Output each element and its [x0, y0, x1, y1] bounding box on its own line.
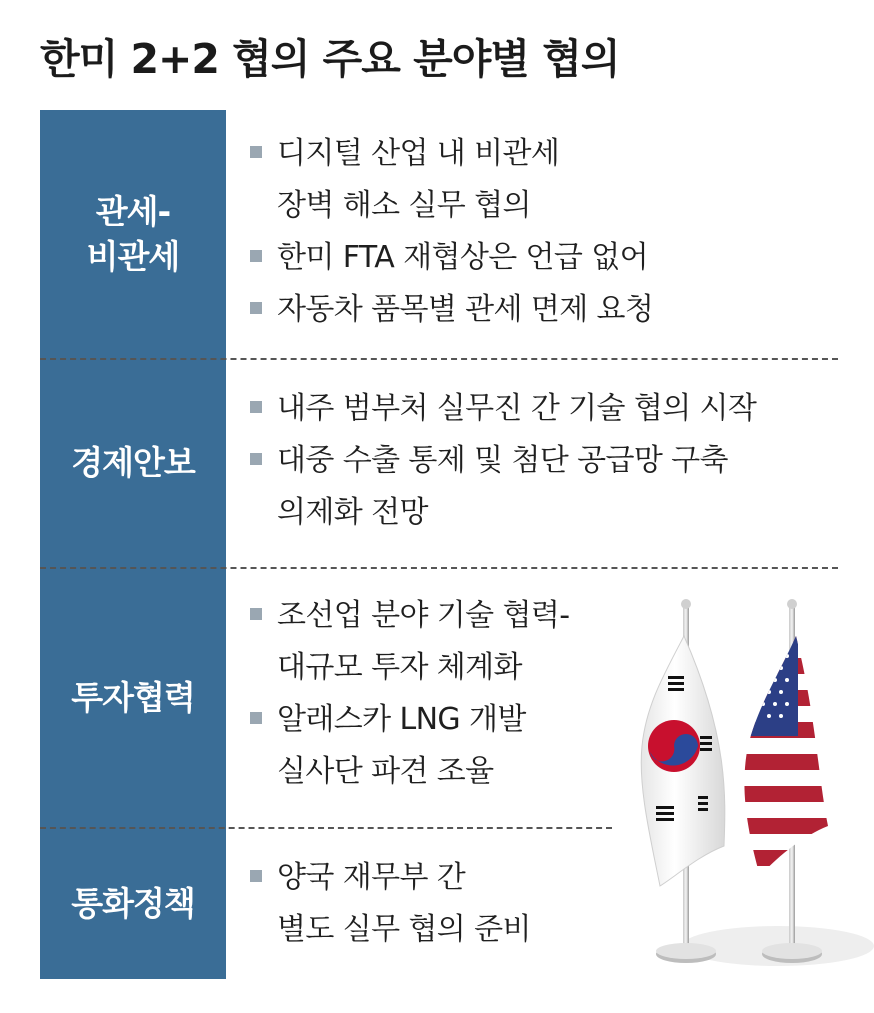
section-items-investment	[250, 590, 630, 798]
category-investment	[40, 569, 226, 827]
section-items-monetary-policy	[250, 852, 610, 956]
square-bullet-icon	[250, 302, 262, 314]
list-item: 대중 수출 통제 및 첨단 공급망 구축 의제화 전망	[250, 435, 850, 539]
list-item: 자동차 품목별 관세 면제 요청	[250, 284, 850, 336]
category-label-line: 경제안보	[71, 443, 195, 483]
square-bullet-icon	[250, 250, 262, 262]
list-item: 내주 범부처 실무진 간 기술 협의 시작	[250, 383, 850, 435]
korea-usa-flags-icon	[628, 596, 874, 981]
square-bullet-icon	[250, 712, 262, 724]
square-bullet-icon	[250, 401, 262, 413]
category-label-line: 관세-	[95, 192, 171, 232]
list-item: 조선업 분야 기술 협력- 대규모 투자 체계화	[250, 590, 630, 694]
section-items-tariff	[250, 128, 850, 336]
square-bullet-icon	[250, 870, 262, 882]
section-items-economic-security	[250, 383, 850, 539]
square-bullet-icon	[250, 608, 262, 620]
list-item: 한미 FTA 재협상은 언급 없어	[250, 232, 850, 284]
category-label-line: 투자협력	[71, 677, 195, 717]
square-bullet-icon	[250, 453, 262, 465]
list-item: 알래스카 LNG 개발 실사단 파견 조율	[250, 694, 630, 798]
list-item: 디지털 산업 내 비관세 장벽 해소 실무 협의	[250, 128, 850, 232]
category-economic-security	[40, 360, 226, 567]
list-item: 양국 재무부 간 별도 실무 협의 준비	[250, 852, 610, 956]
category-monetary-policy	[40, 829, 226, 979]
category-label-line: 통화정책	[71, 883, 195, 923]
square-bullet-icon	[250, 146, 262, 158]
category-label-line: 비관세	[86, 237, 180, 276]
page-title: 한미 2+2 협의 주요 분야별 협의	[40, 35, 620, 83]
category-tariff	[40, 110, 226, 360]
